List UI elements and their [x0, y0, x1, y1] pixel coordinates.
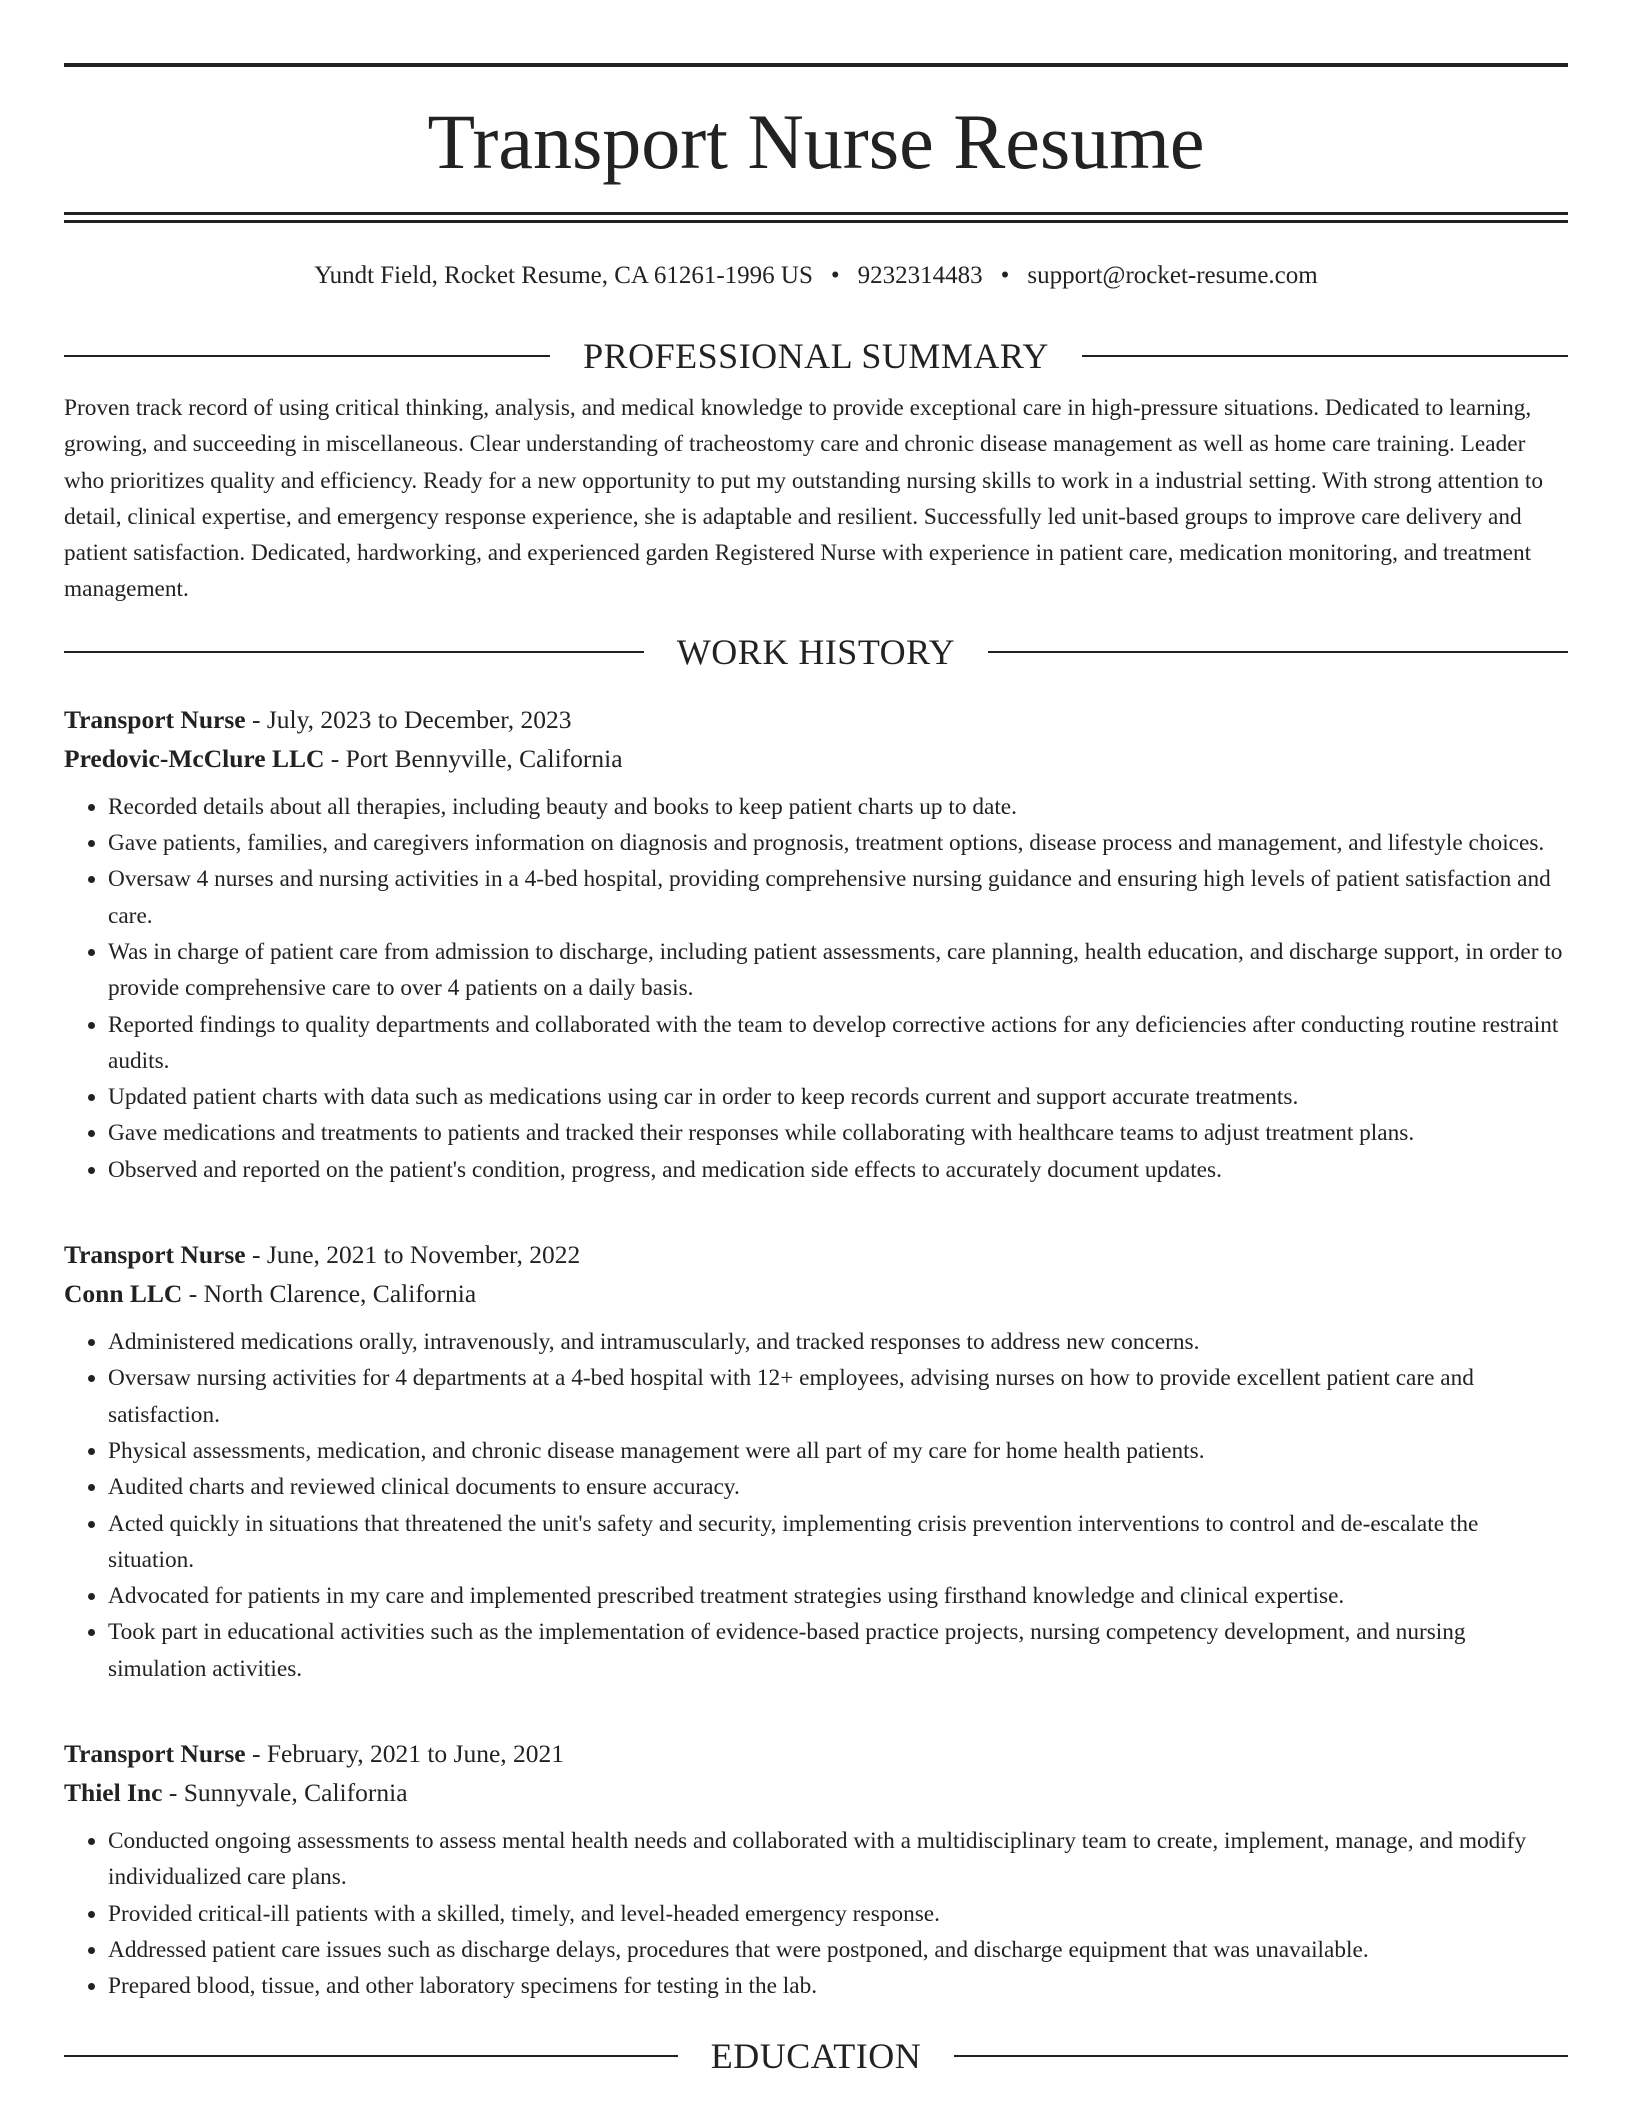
job-duties-list [64, 1823, 1568, 2004]
resume-page [64, 0, 1568, 2078]
job-duties-list [64, 1324, 1568, 1687]
job-title-line [64, 1734, 1568, 1773]
work-section-heading [64, 630, 1568, 674]
job-company-line [64, 1773, 1568, 1812]
contact-separator: • [830, 262, 840, 289]
job-duty: • Physical assessments, medication, and chronic disease management were all part of my care for home health patients. [108, 1433, 1568, 1469]
job-duty: • Oversaw nursing activities for 4 departments at a 4-bed hospital with 12+ employees, advising nurses on how to provide excellent patient care and satisfaction. [108, 1360, 1568, 1433]
job-duty: • Prepared blood, tissue, and other laboratory specimens for testing in the lab. [108, 1968, 1568, 2004]
job-duties-list [64, 789, 1568, 1188]
job-dates: - June, 2021 to November, 2022 [245, 1240, 581, 1270]
job-company-line [64, 1274, 1568, 1313]
job-duty: • Was in charge of patient care from admission to discharge, including patient assessments, care planning, health education, and discharge support, in order to provide comprehensive care to over 4 patients on a daily basis. [108, 934, 1568, 1007]
job-duty: • Provided critical-ill patients with a skilled, timely, and level-headed emergency response. [108, 1896, 1568, 1932]
job-title-line [64, 1235, 1568, 1274]
title-double-rule [64, 212, 1568, 223]
job-entry [64, 1235, 1568, 1687]
summary-section-heading [64, 334, 1568, 378]
heading-rule-right [954, 2055, 1568, 2057]
top-rule [64, 63, 1568, 67]
education-heading-text: EDUCATION [710, 2035, 922, 2076]
job-duty: • Oversaw 4 nurses and nursing activities in a 4-bed hospital, providing comprehensive nursing guidance and ensuring high levels of patient satisfaction and care. [108, 861, 1568, 934]
job-duty: • Reported findings to quality departments and collaborated with the team to develop corrective actions for any deficiencies after conducting routine restraint audits. [108, 1007, 1568, 1080]
contact-address: Yundt Field, Rocket Resume, CA 61261-1996 US [314, 262, 813, 289]
heading-rule-right [988, 651, 1568, 653]
heading-rule-left [64, 2055, 678, 2057]
job-dates: - February, 2021 to June, 2021 [245, 1739, 565, 1769]
summary-heading-text: PROFESSIONAL SUMMARY [583, 336, 1049, 376]
job-duty: • Acted quickly in situations that threatened the unit's safety and security, implementing crisis prevention interventions to control and de-escalate the situation. [108, 1506, 1568, 1579]
summary-paragraph: Proven track record of using critical thinking, analysis, and medical knowledge to provide exceptional care in high-pressure situations. Dedicated to learning, growing, and succeeding in miscellaneous. Clear understanding of tracheostomy care and chronic disease management as well as home care training. Leader who prioritizes quality and efficiency. Ready for a new opportunity to put my outstanding nursing skills to work in a industrial setting. With strong attention to detail, clinical expertise, and emergency response experience, she is adaptable and resilient. Successfully led unit-based groups to improve care delivery and patient satisfaction. Dedicated, hardworking, and experienced garden Registered Nurse with experience in patient care, medication monitoring, and treatment management. [64, 395, 1544, 603]
heading-rule-left [64, 651, 644, 653]
job-company: Thiel Inc [64, 1778, 163, 1808]
education-section-heading [64, 2034, 1568, 2078]
job-duty: • Advocated for patients in my care and implemented prescribed treatment strategies using firsthand knowledge and clinical expertise. [108, 1578, 1568, 1614]
job-duty: • Gave patients, families, and caregivers information on diagnosis and prognosis, treatment options, disease process and management, and lifestyle choices. [108, 825, 1568, 861]
contact-separator: • [1000, 262, 1010, 289]
job-title: Transport Nurse [64, 1240, 246, 1270]
job-entry [64, 1734, 1568, 2004]
job-duty: • Administered medications orally, intravenously, and intramuscularly, and tracked responses to address new concerns. [108, 1324, 1568, 1360]
heading-rule-right [1082, 355, 1568, 357]
job-location: - Port Bennyville, California [324, 743, 623, 773]
job-duty: • Conducted ongoing assessments to assess mental health needs and collaborated with a multidisciplinary team to create, implement, manage, and modify individualized care plans. [108, 1823, 1568, 1896]
work-heading-text: WORK HISTORY [676, 631, 956, 672]
heading-rule-left [64, 355, 550, 357]
contact-line [64, 260, 1568, 292]
job-company-line [64, 739, 1568, 778]
job-duty: • Recorded details about all therapies, including beauty and books to keep patient charts up to date. [108, 789, 1568, 825]
resume-title: Transport Nurse Resume [427, 98, 1205, 185]
job-company: Conn LLC [64, 1279, 183, 1309]
job-title-line [64, 700, 1568, 739]
contact-email: support@rocket-resume.com [1027, 262, 1318, 289]
job-duty: • Audited charts and reviewed clinical documents to ensure accuracy. [108, 1469, 1568, 1505]
job-duty: • Updated patient charts with data such as medications using car in order to keep records current and support accurate treatments. [108, 1079, 1568, 1115]
job-duty: • Gave medications and treatments to patients and tracked their responses while collaborating with healthcare teams to adjust treatment plans. [108, 1115, 1568, 1151]
job-entry [64, 700, 1568, 1188]
job-location: - North Clarence, California [182, 1279, 477, 1309]
job-title: Transport Nurse [64, 704, 246, 734]
contact-phone: 9232314483 [857, 262, 983, 289]
job-title: Transport Nurse [64, 1739, 246, 1769]
job-duty: • Took part in educational activities such as the implementation of evidence-based practice projects, nursing competency development, and nursing simulation activities. [108, 1614, 1568, 1687]
job-location: - Sunnyvale, California [162, 1778, 408, 1808]
job-dates: - July, 2023 to December, 2023 [245, 704, 572, 734]
job-duty: • Observed and reported on the patient's condition, progress, and medication side effects to accurately document updates. [108, 1152, 1568, 1188]
job-company: Predovic-McClure LLC [64, 743, 325, 773]
job-duty: • Addressed patient care issues such as discharge delays, procedures that were postponed, and discharge equipment that was unavailable. [108, 1932, 1568, 1968]
